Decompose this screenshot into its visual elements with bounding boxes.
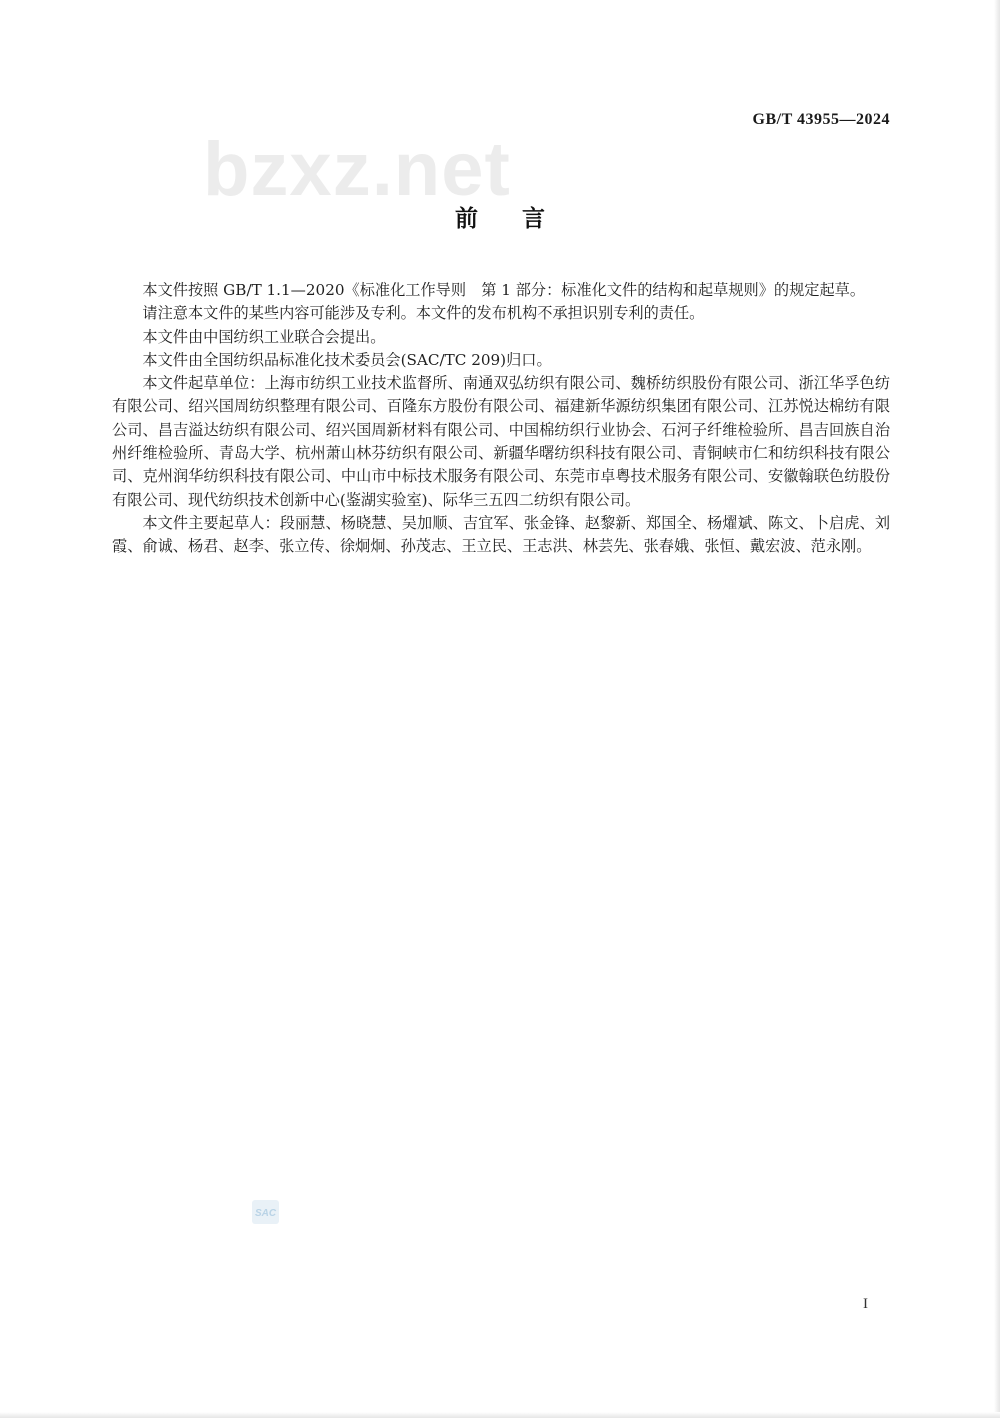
sac-logo-text: SAC	[254, 1208, 277, 1219]
paragraph-patent-notice: 请注意本文件的某些内容可能涉及专利。本文件的发布机构不承担识别专利的责任。	[142, 304, 705, 323]
page-title: 前言	[455, 206, 589, 232]
paragraph-proposer: 本文件由中国纺织工业联合会提出。	[142, 327, 386, 346]
paragraph-drafters: 本文件主要起草人：段丽慧、杨晓慧、吴加顺、吉宜军、张金锋、赵黎新、郑国全、杨燿斌、陈文、卜启虎、刘霞、俞诚、杨君、赵李、张立传、徐炯炯、孙茂志、王立民、王志洪、林芸先、张春娥、张恒、戴宏波、范永刚。	[112, 513, 890, 556]
sac-logo	[252, 1200, 279, 1224]
foreword-body	[112, 279, 890, 559]
paragraph-drafting-rules: 本文件按照 GB/T 1.1—2020《标准化工作导则 第 1 部分：标准化文件的结构和起草规则》的规定起草。	[142, 281, 866, 299]
paragraph-centralized-by: 本文件由全国纺织品标准化技术委员会(SAC/TC 209)归口。	[142, 350, 552, 369]
page-edge-bottom	[0, 1412, 1000, 1418]
standard-code: GB/T 43955—2024	[752, 111, 890, 128]
sac-logo-icon	[253, 1205, 278, 1219]
page-number: I	[863, 1296, 868, 1312]
watermark: bzxz.net	[203, 127, 511, 212]
paragraph-drafting-units: 本文件起草单位：上海市纺织工业技术监督所、南通双弘纺织有限公司、魏桥纺织股份有限公司、浙江华孚色纺有限公司、绍兴国周纺织整理有限公司、百隆东方股份有限公司、福建新华源纺织集团有限公司、江苏悦达棉纺有限公司、昌吉溢达纺织有限公司、绍兴国周新材料有限公司、中国棉纺织行业协会、石河子纤维检验所、昌吉回族自治州纤维检验所、青岛大学、杭州萧山林芬纺织有限公司、新疆华曙纺织科技有限公司、青铜峡市仁和纺织科技有限公司、克州润华纺织科技有限公司、中山市中标技术服务有限公司、东莞市卓粤技术服务有限公司、安徽翰联色纺股份有限公司、现代纺织技术创新中心(鉴湖实验室)、际华三五四二纺织有限公司。	[112, 374, 890, 509]
